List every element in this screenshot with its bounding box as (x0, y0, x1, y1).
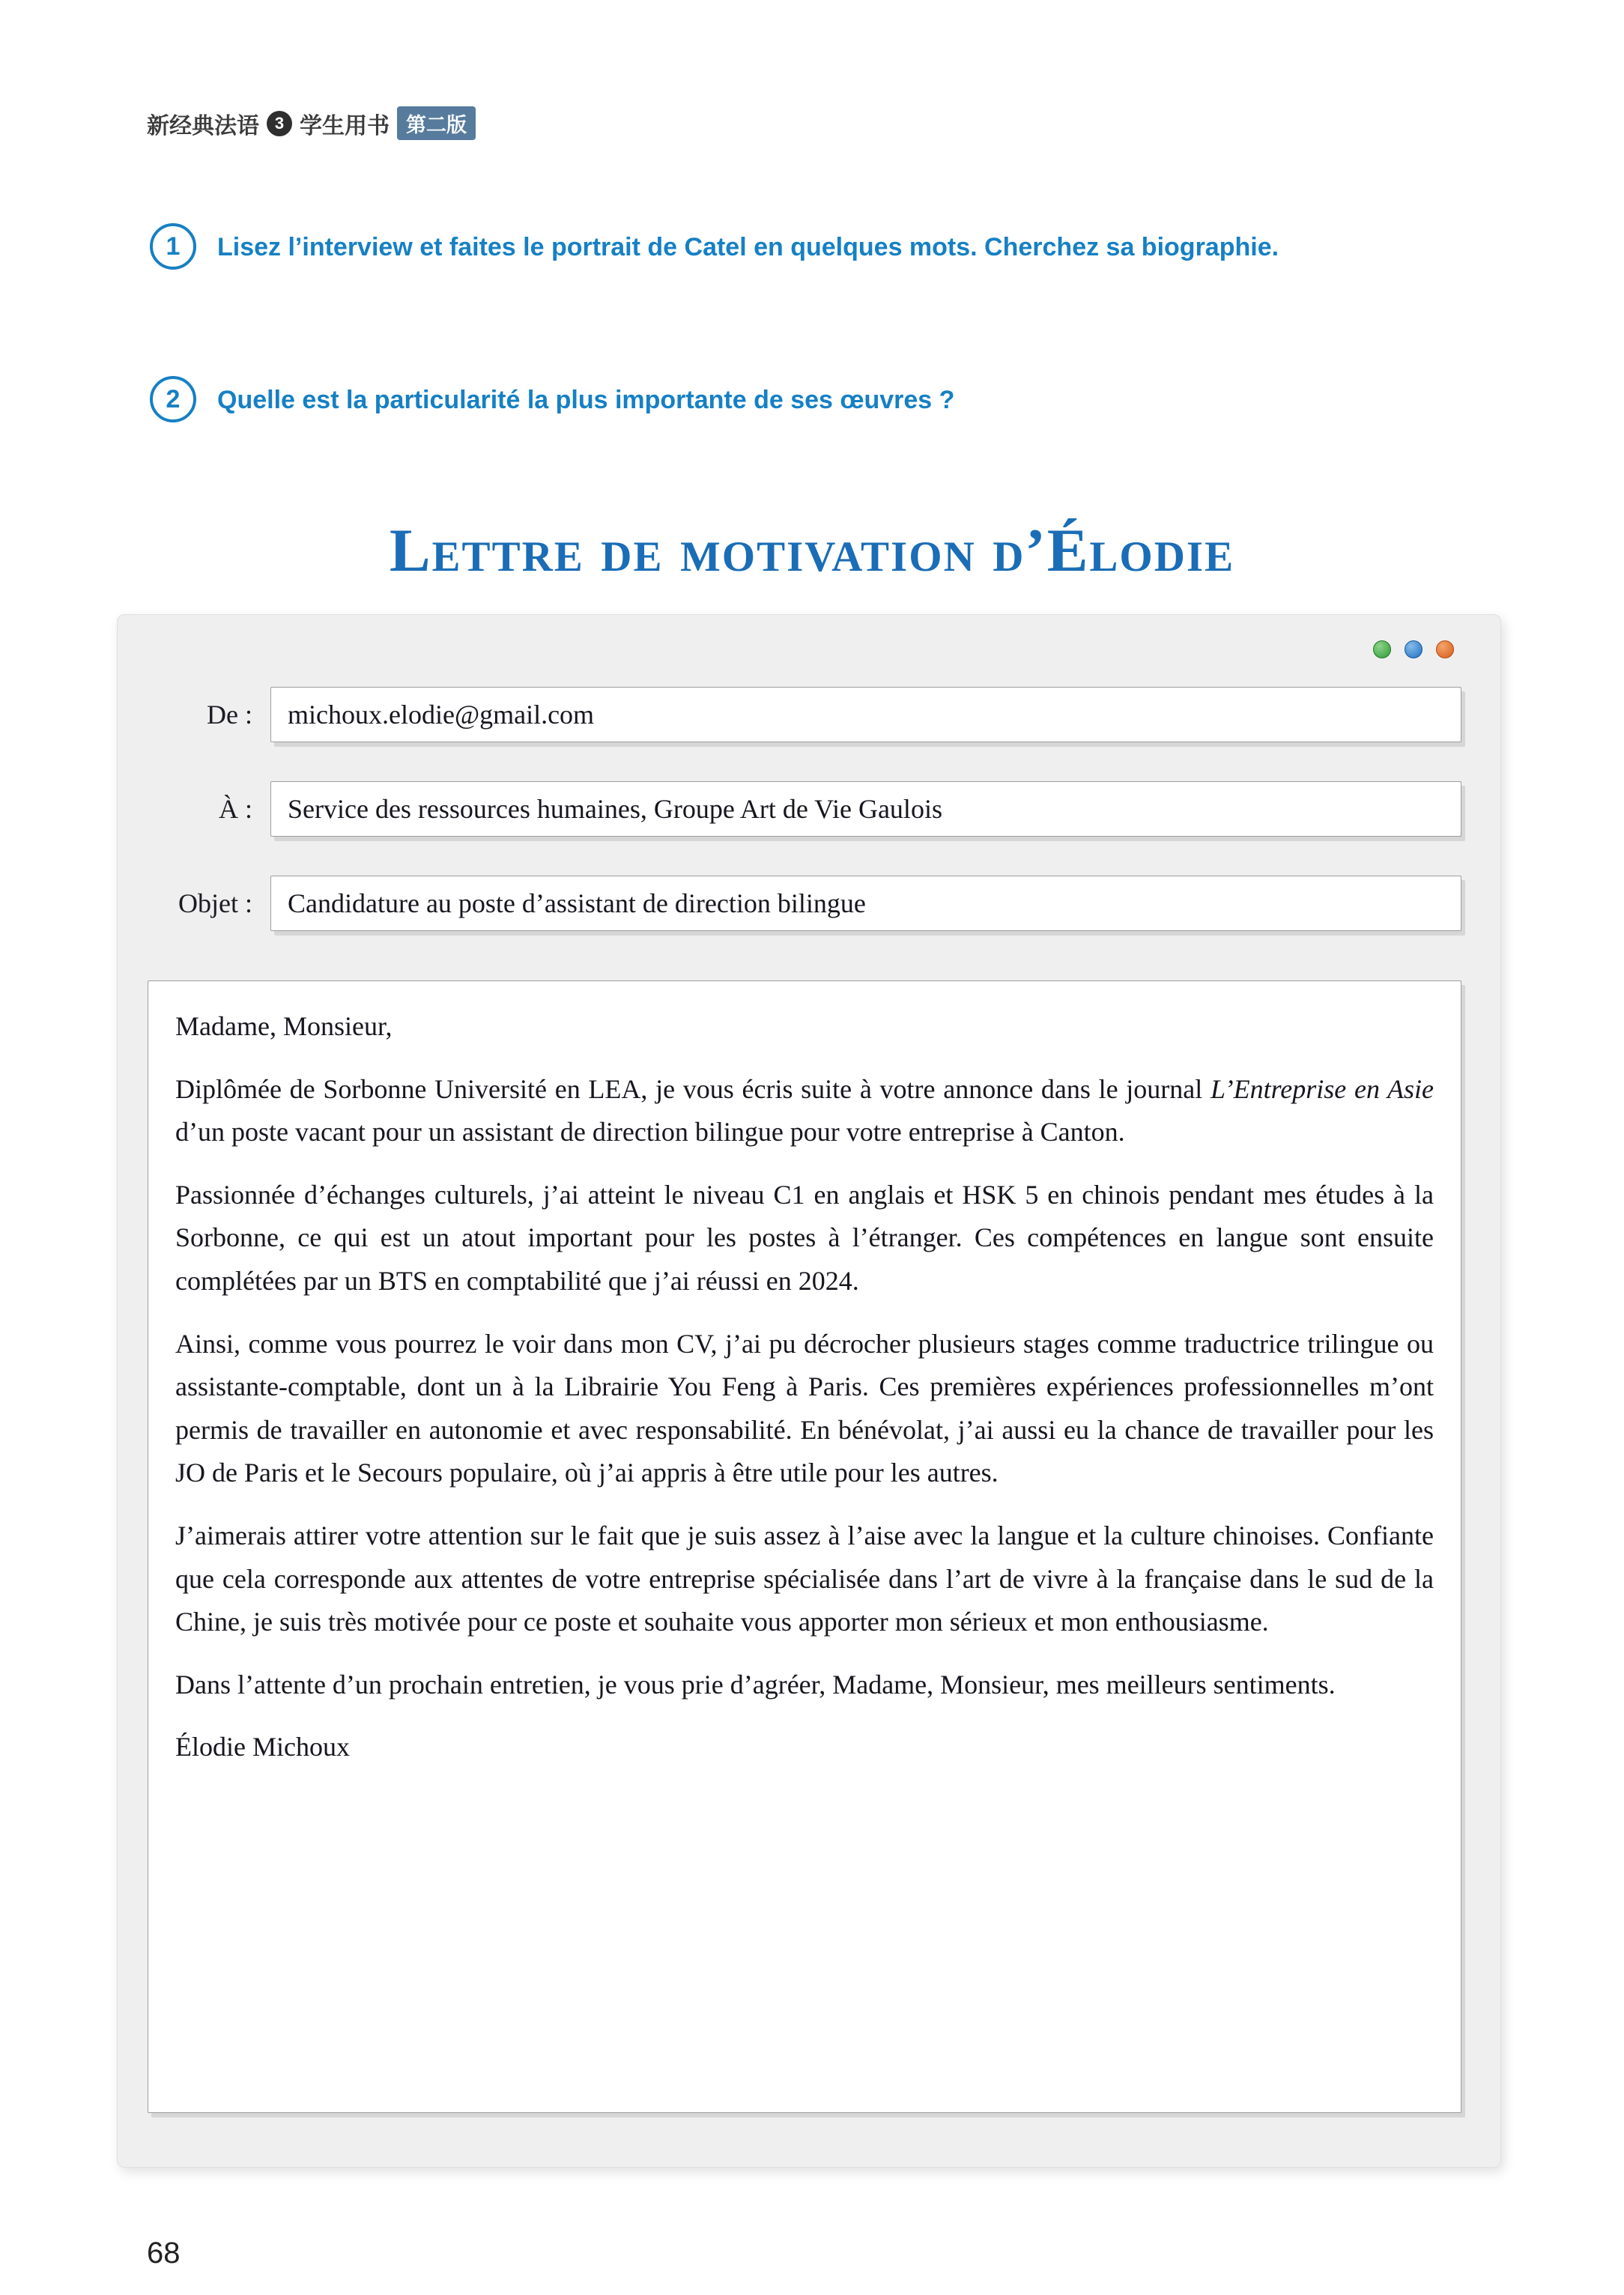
volume-3-icon: 3 (267, 111, 292, 136)
from-field-input[interactable]: michoux.elodie@gmail.com (270, 687, 1461, 742)
email-field-subject-row (118, 876, 1500, 931)
question-1-text: Lisez l’interview et faites le portrait de Catel en quelques mots. Cherchez sa biographie. (217, 233, 1279, 261)
paragraph-1-text: Diplômée de Sorbonne Université en LEA, je vous écris suite à votre annonce dans le journal (175, 1073, 1211, 1104)
edition-badge: 第二版 (397, 106, 476, 140)
paragraph-3: Ainsi, comme vous pourrez le voir dans mon CV, j’ai pu décrocher plusieurs stages comme traductrice trilingue ou assistante-comptable, dont un à la Librairie You Feng à Paris. Ces premières expériences professionnelles m’ont permis de travailler en autonomie et avec responsabilité. En bénévolat, j’ai aussi eu la chance de travailler pour les JO de Paris et le Secours populaire, où j’ai appris à être utile pour les autres. (175, 1328, 1434, 1488)
question-2-text: Quelle est la particularité la plus importante de ses œuvres ? (217, 386, 955, 414)
paragraph-4: J’aimerais attirer votre attention sur le fait que je suis assez à l’aise avec la langue et la culture chinoises. Confiante que cela corresponde aux attentes de votre entreprise spécialisée dans l’art de vivre à la française dans le sud de la Chine, je suis très motivée pour ce poste et souhaite vous apporter mon sérieux et mon enthousiasme. (175, 1520, 1434, 1637)
from-field-label: De : (207, 700, 252, 730)
question-1-number-icon: 1 (150, 223, 196, 270)
question-2 (150, 375, 1438, 422)
window-control-orange-icon[interactable] (1436, 640, 1454, 658)
paragraph-1-journal-title: L’Entreprise en Asie (1210, 1073, 1434, 1104)
question-1 (150, 222, 1438, 270)
subject-field-input[interactable]: Candidature au poste d’assistant de direction bilingue (270, 876, 1461, 931)
window-control-blue-icon[interactable] (1405, 640, 1422, 658)
salutation: Madame, Monsieur, (175, 1011, 393, 1041)
paragraph-5: Dans l’attente d’un prochain entretien, je vous prie d’agréer, Madame, Monsieur, mes meilleurs sentiments. (175, 1669, 1336, 1700)
paragraph-1-text-after: d’un poste vacant pour un assistant de direction bilingue pour votre entreprise à Canton. (175, 1117, 1125, 1148)
email-field-from-row (118, 687, 1500, 742)
email-field-to-row (118, 781, 1500, 837)
to-field-label: À : (219, 794, 252, 824)
paragraph-2: Passionnée d’échanges culturels, j’ai atteint le niveau C1 en anglais et HSK 5 en chinois pendant mes études à la Sorbonne, ce qui est un atout important pour les postes à l’étranger. Ces compétences en langue sont ensuite complétées par un BTS en comptabilité que j’ai réussi en 2024. (175, 1179, 1434, 1296)
email-body (148, 980, 1461, 2113)
window-controls (1373, 640, 1454, 658)
email-window (117, 614, 1501, 2168)
book-subtitle: 学生用书 (300, 113, 390, 139)
window-control-green-icon[interactable] (1373, 640, 1391, 658)
book-series-title: 新经典法语 (147, 113, 259, 139)
subject-field-label: Objet : (178, 888, 252, 918)
section-title: Lettre de motivation d’Élodie (389, 516, 1235, 584)
signature: Élodie Michoux (175, 1732, 350, 1762)
page-number: 68 (147, 2237, 181, 2270)
to-field-input[interactable]: Service des ressources humaines, Groupe Art de Vie Gaulois (270, 781, 1461, 837)
paragraph-1 (175, 1068, 1434, 1154)
book-header (147, 106, 476, 140)
question-2-number-icon: 2 (150, 376, 196, 422)
